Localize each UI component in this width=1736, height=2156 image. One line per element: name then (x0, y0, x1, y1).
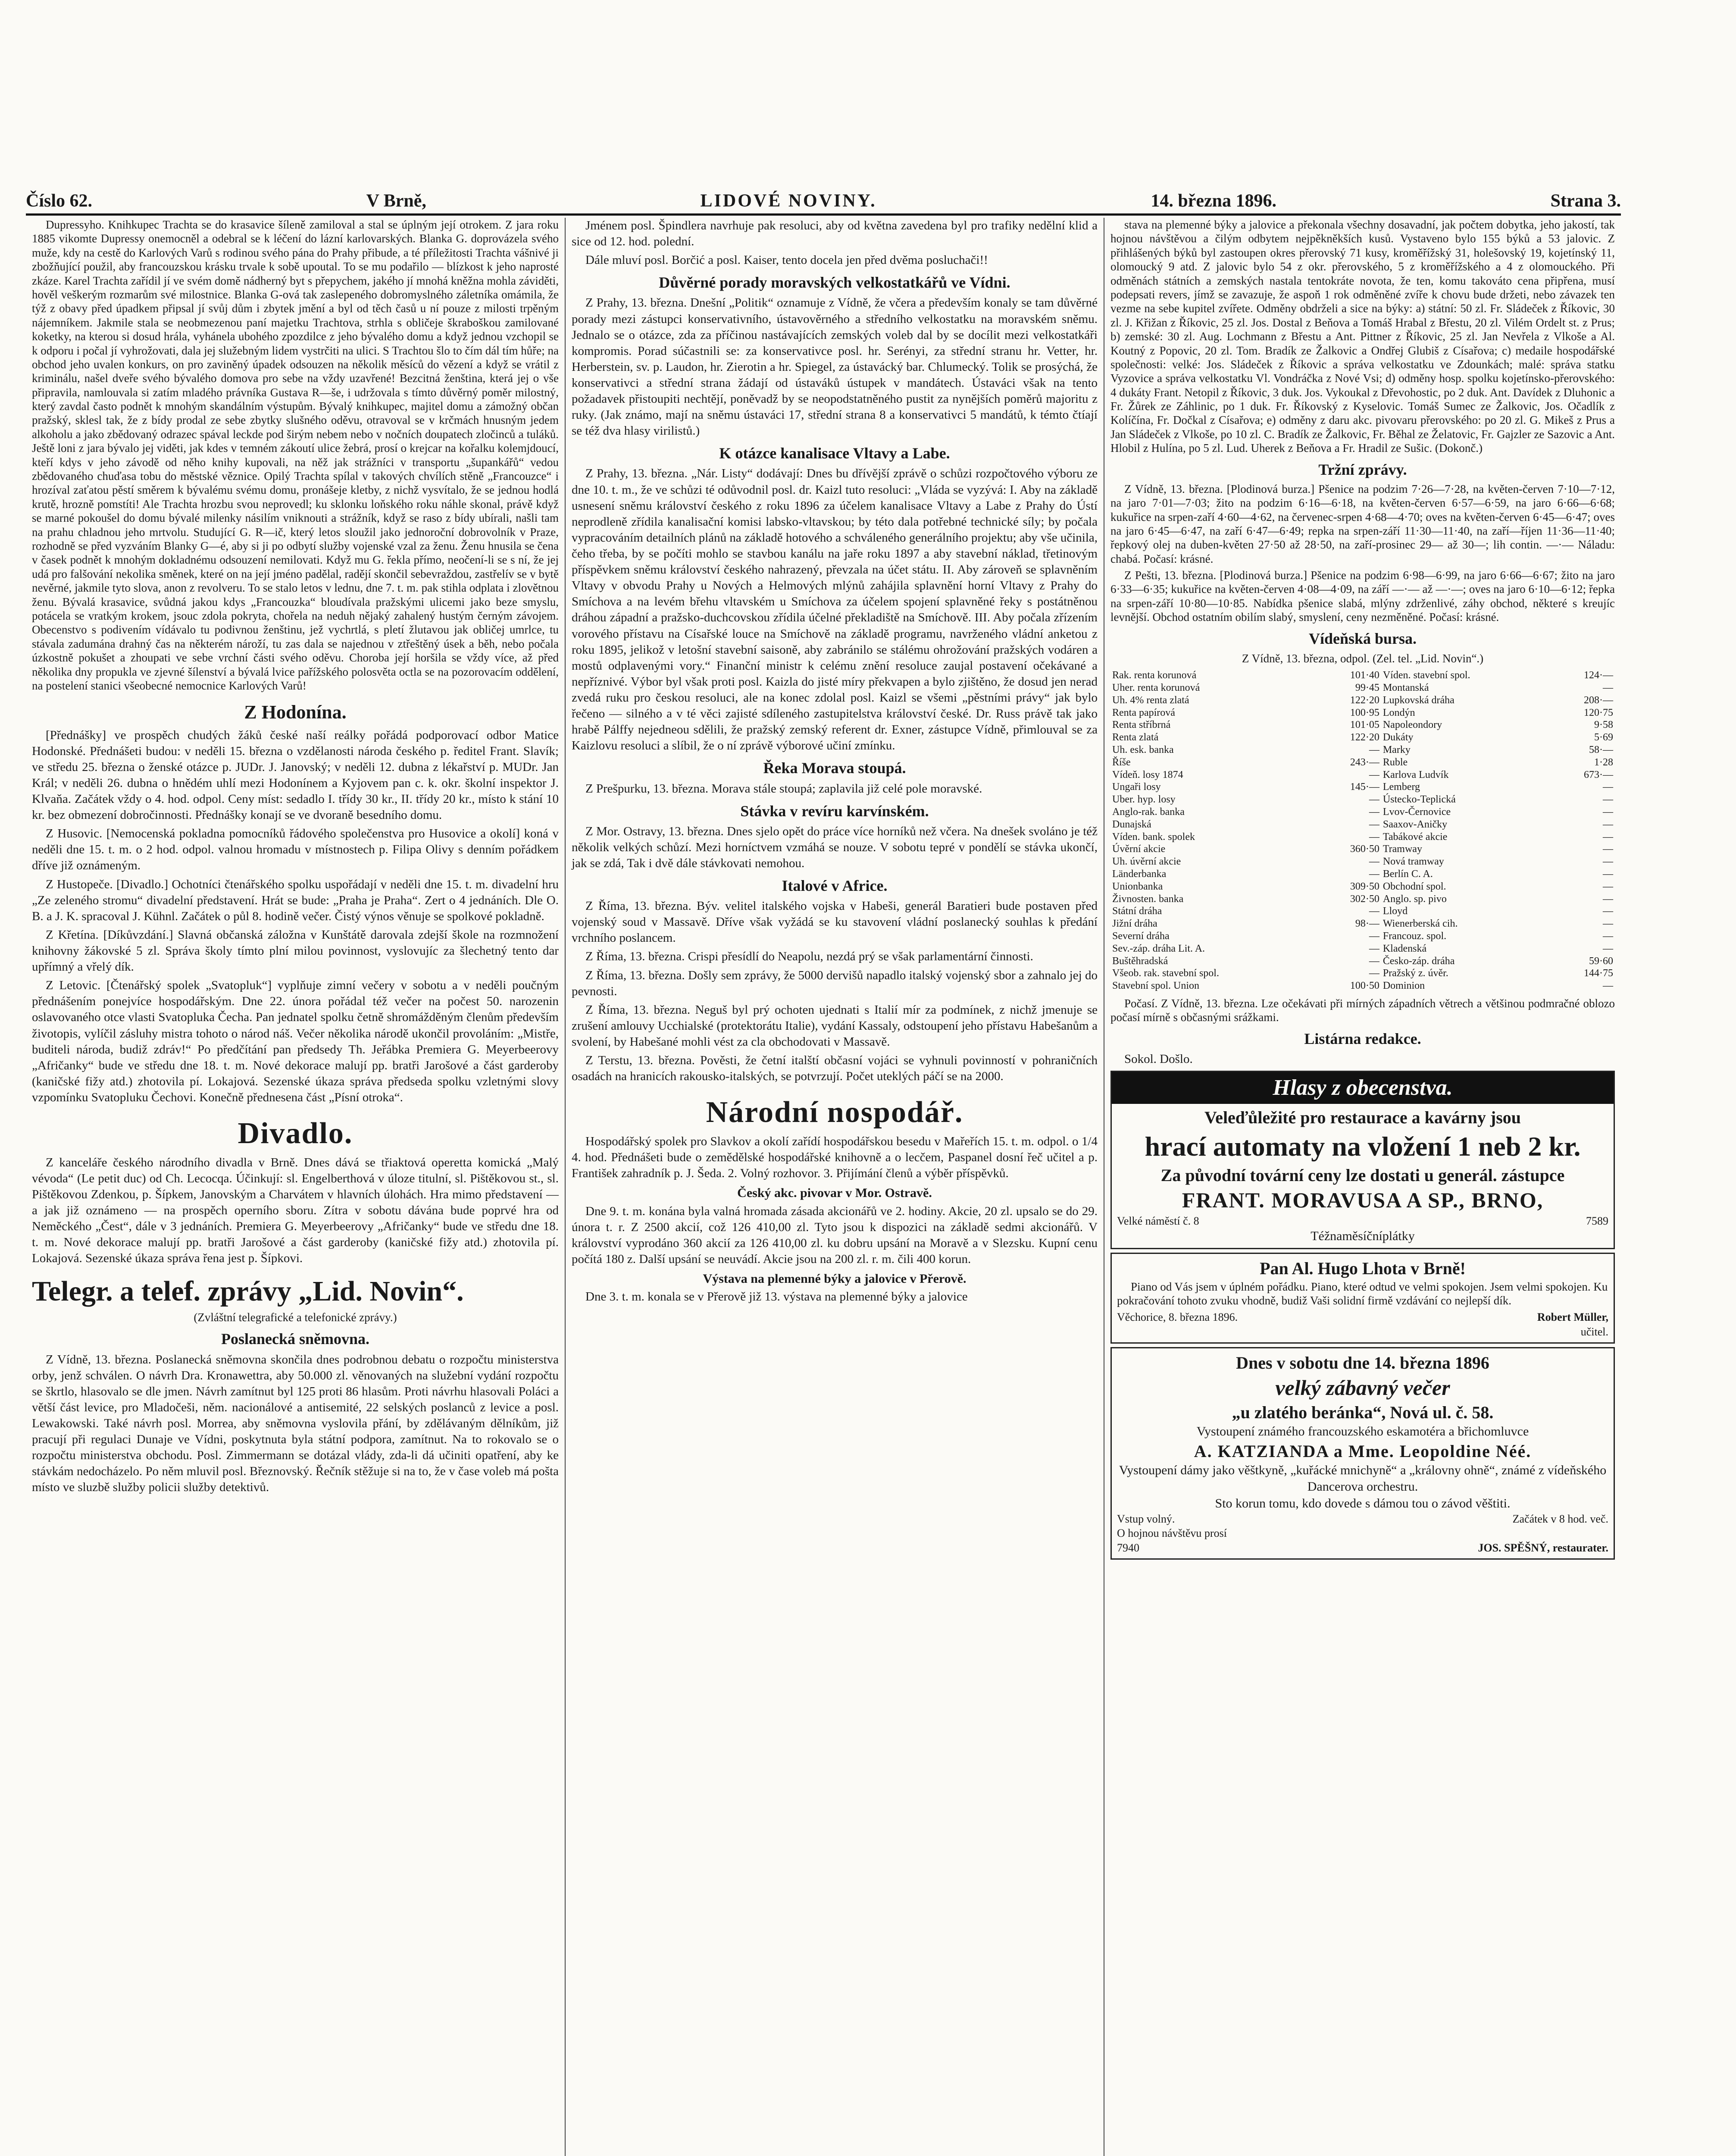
stavka-heading: Stávka v revíru karvínském. (740, 802, 929, 820)
morava-heading: Řeka Morava stoupá. (763, 759, 906, 777)
burza-right-value: 124·— (1584, 670, 1613, 681)
burza-left-value: 302·50 (1350, 893, 1379, 905)
thanks-name: Robert Müller, (1537, 1311, 1608, 1324)
burza-left-name: Länderbanka (1112, 868, 1167, 880)
burza-right-name: Obchodní spol. (1383, 881, 1446, 892)
hlasy-box (1110, 1071, 1615, 1249)
burza-left-value: — (1369, 831, 1379, 843)
header-rule (26, 213, 1621, 216)
burza-left-name: Sev.-záp. dráha Lit. A. (1112, 943, 1205, 954)
burza-left-value: 100·95 (1350, 707, 1379, 718)
burza-left-value: 145·— (1350, 781, 1379, 793)
burza-left-value: 360·50 (1350, 843, 1379, 855)
afrika-text-3: Z Říma, 13. března. Došly sem zprávy, že 5000 dervišů napadlo italský vojenský sbor a zahnalo jej do pevnosti. (572, 968, 1098, 998)
burza-left-name: Renta papírová (1112, 707, 1175, 718)
story-continuation: Dupressyho. Knihkupec Trachta se do krasavice šíleně zamiloval a stal se úplným její otrokem. Z jara roku 1885 vikomte Dupressy onemocněl a odebral se k léčení do lázní karlovarských. Blanka G. doprovázela svého muže, kdy na cestě do Karlových Varů s rodinou svého pána do Prahy přibude, a té příležitosti Trachta vášnivé ji zbožňující použil, aby francouzskou krásku trvale k sobě upoutal. To se mu podařilo — blízkost k jeho naprosté zkáze. Karel Trachta zařídil jí ve svém domě nádherný byt s přepychem, jakého jí mnohá kněžna mohla záviděti, hověl veškerým rozmarům své milostnice. Blanka G-ová tak zaslepeného dobromyslného záletníka omámila, že týž z obavy před úpadkem připsal jí svůj dům i zbytek jmění a byl od těch časů u ní pouze z milosti trpěným nájemníkem. Jakmile stala se neobmezenou paní majetku Trachtova, strhla s obličeje škraboškou zamilované koketky, na kterou si dosud hrála, vyhánela ubohého zpozdilce z jeho bývalého domu a když jednou vzchopil se k odporu i počal jí vyhrožovati, dala jej služebným lidem vystrčiti na ulici. S Trachtou šlo to čím dál tím hůře; na obchod jeho uvalen konkurs, on pro zaviněný úpadek odsouzen na několik měsíců do vězení a když se vrátil z kriminálu, našel dveře svého bývalého domova pro sebe na vždy uzavřené! Bezcitná ženština, která jej o vše připravila, namlouvala si zatím mladého právníka Gustava R—še, i udržovala s tímto důvěrný poměr milostný, který zavdal často podnět k mnohým skandálním výstupům. Bývalý knihkupec, majitel domu a zámožný občan pražský, sklesl tak, že z bídy prodal ze sebe zbytky slušného oděvu, otravoval se v krčmách hnusným jedem alkoholu a jako zbědovaný odrazec spával leckde pod širým nebem nebo v nočních doupatech zločinců a tuláků. Ještě loni z jara bývalo jej viděti, jak kdes v temném zákoutí ulice žebrá, prosí o krejcar na kořalku kolemjdoucí, kteří kdys v jeho závodě od něho knihy kupovali, na něž jak strážníci v transportu „šupankářů“ vedou zbědovaného chuďasa tobu do městské věznice. Opilý Trachta spílal v takových chvílích stěně „Francouzce“ i hrozíval zaťatou pěstí směrem k bývalému svému domu, pronášeje kletby, z nichž vysvítalo, že se jednou hodlá krutě, hrozně pomstíti! Ale Trachta hrozbu svou neprovedl; ku sklonku loňského roku náhle skonal, právě když se marné pokoušel do domu bývalé milenky násilím vniknouti a strážník, když se raso z bídy ubírali, našli tam na prahu chladnou jeho mrtvolu. Studující G. R—ič, který letos sloužil jako jednoroční dobrovolník v Praze, rozhodně se před vyzváním Blanky G—é, aby si ji po odbytí služby vojenské vzal za ženu. Ženu hnusila se čena v časek podnět k mnohým dokladnému odsouzení nemilovati. Když mu G. řekla přímo, neočení-li se s ní, že jej udá pro falšování nekolika směnek, které on na její jméno padělal, radějí skončil sebevraždou, zastřelív se v bytě nevěrné, jakmile tyto slova, anon z revolveru. To se stalo letos v lednu, dne 7. t. m. pak stihla odplata i zlovětnou ženu. Bývalá krasavice, svůdná jakou kdys „Francouzka“ bloudívala pražskými ulicemi jako beze smyslu, potácela se vratkým krokem, jsouc zdola pokryta, chořela na neduh nějaký zahalený hustým černým závojem. Obecenstvo s podivením vídávalo tu podivnou ženštinu, jež vychrtlá, s pletí žlutavou jak obličej umrlce, tu stávala zadumána drahný čas na některém nároží, tu zas dala se najednou v ztřeštěný úsek a běh, nebo počala úzkostně pokušet a zhoupati ve sebe vrchní části svého oděvu. Choroba její horšila se vždy více, až před několika dny propukla ve zjevné šílenství a bývalá lvice pařížského polosvěta octla se na pozorovacím oddělení, na postelení stanici všeobecné nemocnice Karlových Varů! (32, 218, 559, 692)
burza-right-name: Lemberg (1383, 781, 1420, 793)
vecer-code: 7940 (1117, 1541, 1139, 1554)
ad-automaty-line3: Za původní tovární ceny lze dostati u generál. zástupce (1160, 1165, 1565, 1185)
poslanecka-text: Z Vídně, 13. března. Poslanecká sněmovna skončila dnes podrobnou debatu o rozpočtu ministerstva orby, jenž schválen. O návrh Dra. Kronawettra, aby 50.000 zl. věnovaných na služební vydání rozpočtu se škrtlo, hlasovalo se dle jmen. Návrh zamítnut byl 125 proti 86 hlasům. Proti návrhu hlasovali Poláci a větší část levice, pro Mladočeši, něm. nacionálové a antisemité, 22 selských poslanců z levice a posl. Lewakowski. Také návrh posl. Morrea, aby sněmovna vyslovila přání, by zdělávaným dělníkům, již pracují při regulaci Dunaje ve Vídni, poskytnuta byla státní podpora, zamítnut. Na to rokovalo se o rozpočtu ministerstva obchodu. Posl. Zimmermann se dotázal vlády, zda-li dá učiniti opatření, aby ke stávkám nedocházelo. Po něm mluvil posl. Březnovský. Řečník stěžuje si na to, že v čase voleb má pošta místo ve sluzbě služby policii služby detektivů. (32, 1352, 559, 1495)
burza-row (1110, 781, 1615, 793)
burza-left-value: 122·20 (1350, 732, 1379, 743)
vecer-title: velký zábavný večer (1275, 1376, 1450, 1400)
burza-right-value: — (1603, 794, 1613, 805)
burza-right-value: — (1603, 943, 1613, 954)
vecer-line4: Vystoupení dámy jako věštkyně, „kuřácké mnichyně“ a „královny ohně“, známé z vídeňského Dancerova orchestru. (1119, 1463, 1607, 1494)
hodonin-text: [Přednášky] ve prospěch chudých žáků české naší reálky pořádá podporovací odbor Matice Hodonské. Přednášeti budou: v neděli 15. března o vzdělanosti národa českého p. ředitel Frant. Slavík; ve středu 25. března o ženské otázce p. JUDr. J. Janovský; v neděli 12. dubna z lékařství p. MUDr. Jan Král; v neděli 26. dubna o hnědém uhlí mezi Hodonínem a Kyjovem pan c. k. okr. školní inspektor J. Klvaňa. Začátek vždy o 4. hod. odpol. Ceny míst: sedadlo I. třídy 30 kr., II. třídy 20 kr., místo k stání 10 kr. bez obmezení dobročinnosti. Přednášky konají se ve dvoraně besedního domu. (32, 728, 559, 822)
burza-left-name: Státní dráha (1112, 906, 1162, 917)
burza-right-name: Dukáty (1383, 732, 1414, 743)
burza-row (1110, 943, 1615, 955)
pocasi-text: Počasí. Z Vídně, 13. března. Lze očekávati při mírných západních větrech a většinou podmračné oblozo počasí mírně s občasnými srážkami. (1110, 997, 1615, 1024)
ad-automaty-footer: Téžnaměsíčníplátky (1311, 1229, 1415, 1244)
ad-automaty-firm: FRANT. MORAVUSA A SP., BRNO, (1182, 1188, 1544, 1212)
burza-left-value: — (1369, 930, 1379, 942)
trzni-heading: Tržní zprávy. (1318, 461, 1407, 478)
spolek-text: Hospodářský spolek pro Slavkov a okolí zařídí hospodářskou besedu v Mařeřích 15. t. m. odpol. o 1/4 4. hod. Přednášeti bude o zemědělské hospodářské knihovně a o lecčem, Paspanel dosní řeč učitel a p. František zahradník p. J. Šeda. 2. Volný rozhovor. 3. Přijímání členů a výběr příspěvků. (572, 1134, 1098, 1181)
burza-right-name: Francouz. spol. (1383, 930, 1447, 942)
issue-number: Číslo 62. (26, 191, 93, 211)
burza-left-value: 101·40 (1350, 670, 1379, 681)
burza-left-value: — (1369, 769, 1379, 780)
burza-right-name: Kladenská (1383, 943, 1427, 954)
burza-row (1110, 881, 1615, 893)
burza-right-name: Víden. stavební spol. (1383, 670, 1470, 681)
burza-left-value: — (1369, 906, 1379, 917)
burza-right-name: Anglo. sp. pivo (1383, 893, 1447, 905)
burza-row (1110, 955, 1615, 968)
burza-left-name: Uh. esk. banka (1112, 744, 1174, 756)
burza-right-value: — (1603, 881, 1613, 892)
trafiky-text: Jménem posl. Špindlera navrhuje pak resoluci, aby od května zavedena byl pro trafiky nedělní klid a sice od 12. hod. polední. (572, 219, 1098, 249)
burza-left-name: Severní dráha (1112, 930, 1170, 942)
ad-automaty-code: 7589 (1586, 1214, 1608, 1227)
burza-left-value: — (1369, 818, 1379, 830)
burza-left-name: Stavební spol. Union (1112, 980, 1199, 992)
ad-automaty-address-row (1117, 1214, 1608, 1228)
burza-left-name: Anglo-rak. banka (1112, 806, 1185, 818)
afrika-text-5: Z Terstu, 13. března. Pověsti, že četní italští občasní vojáci se vyhnuli povinností v pohraničních osadách na hranicích rakousko-italských, se potvrzují. Počet uteklých páčí se na 2000. (572, 1053, 1098, 1084)
burza-row (1110, 694, 1615, 707)
afrika-text-4: Z Říma, 13. března. Neguš byl prý ochoten ujednati s Italií mír za podmínek, z nichž jmenuje se zrušení amlouvy Ucchialské (protektorátu Italie), vydání Kassaly, odstoupení jeho přístavu Habešanům a svolení, by Habešané mohli vést za cla obchodovati v Massavě. (572, 1003, 1098, 1049)
borcic-text: Dále mluví posl. Borčić a posl. Kaiser, tento docela jen před dvěma posluchači!! (585, 253, 988, 267)
burza-left-value: — (1369, 856, 1379, 868)
vystava-heading: Výstava na plemenné býky a jalovice v Přerově. (703, 1272, 967, 1286)
burza-left-value: — (1369, 744, 1379, 756)
burza-right-value: 59·60 (1589, 955, 1613, 967)
page-number: Strana 3. (1550, 191, 1621, 211)
vecer-footer-row-2 (1117, 1526, 1608, 1540)
listarna-text: Sokol. Došlo. (1124, 1052, 1193, 1066)
burza-row (1110, 893, 1615, 906)
hlasy-heading: Hlasy z obecenstva. (1112, 1072, 1614, 1104)
burza-right-name: Ruble (1383, 756, 1408, 768)
thanks-box (1110, 1253, 1615, 1344)
burza-row (1110, 744, 1615, 756)
trzni-vienna-text: Z Vídně, 13. března. [Plodinová burza.] Pšenice na podzim 7·26—7·28, na květen-červen 7·10—7·12, na jaro 7·01—7·03; žito na podzim 6·16—6·18, na květen-červen 6·57—6·59, na jaro 6·66—6·68; kukuřice na srpen-zaří 4·60—4·62, na červenec-srpen 4·68—4·70; oves na květen-červen 6·45—6·47; oves na jaro 6·45—6·47, na zaří 6·47—6·49; repka na srpen-září 11·30—11·40, na zaří—říjen 11·36—11·40; řepkový olej na duben-květen 27·50 až 28·50, na zaří-prosinec 29— až 30—; lih contin. —·— Náladu: chabá. Počasí: krásné. (1110, 482, 1615, 565)
pivovar-text: Dne 9. t. m. konána byla valná hromada zásada akcionářů ve 2. hodiny. Akcie, 20 zl. upsalo se do 29. února t. r. Z 2500 akcií, což 126 410,00 zl. Tyto jsou k dispozici na základě sedmi akcionářů. V království vyprodáno 360 akcií za 126 410,00 zl. ku dobru upsání na Moravě a v Slezsku. Kupní cenu počítá 180 z. Další upsání se neuvádí. Akcie jsou na 200 zl. r. m. čili 400 korun. (572, 1204, 1098, 1266)
burza-right-name: Wienerberská cih. (1383, 918, 1458, 930)
burza-left-name: Rak. renta korunová (1112, 670, 1197, 681)
newspaper-title: LIDOVÉ NOVINY. (700, 191, 877, 211)
letovice-text: Z Letovic. [Čtenářský spolek „Svatopluk“] vyplňuje zimní večery v sobotu a v neděli poučným přednášením ponejvíce hospodářským. Dne 22. února pořádal též večer na počest 50. narozenin oslavovaného otce vlasti Svatopluka Čecha. Pan jednatel spolku četně shromážděným členům především životopis, vylíčil zásluhy mistra tohoto o národ náš. Večer několika národě ukončil provoláním: „Mistře, buditeli národa, budiž zdráv!“ Po předčítání pan předsedy Th. Jeřábka Premiera G. Meyerbeerovy „Afričanky“ bude ve středu dne 18. t. m. Nové dekorace malují pp. bratři Jarošové a část garderoby (kaničské fižy atd.) zhotovila pí. Lokajová. Sezenské úkaza správa předseda spolku vzletnými slovy vzpomínku Svatopluku Čechovi. Konečně přednesena část „Písní otroka“. (32, 978, 559, 1104)
vystava-continuation: stava na plemenné býky a jalovice a překonala všechny dosavadní, jak počtem dobytka, jeho jakostí, tak hojnou návštěvou a čilým odbytem nejpěkněkších kusů. Vystaveno bylo 155 býků a 53 jalovic. Z přihlášených býků byl zastoupen okres přerovský 71 kusy, kroměřížský 31, holešovský 19, kojetínský 11, olomoucký 9 atd. Z jalovic bylo 54 z okr. přerovského, 5 z kroměřížského a 4 z olomouckého. Při odměnách státních a zemských nastala tentokráte novota, že ten, komu takováto cena připřena, musí podepsati revers, jímž se zavazuje, že aspoň 1 rok odměněné zvíře k chovu bude držeti, nebo závazek ten vezme na sebe kupitel zvířete. Odměny obdrželi a sice na býky: a) státní: 50 zl. Fr. Sládeček z Říkovic, 30 zl. J. Křižan z Říkovic, 25 zl. Jos. Dostal z Beňova a Tomáš Hrabal z Břestu, 20 zl. Vilém Ordelt st. z Prus; b) zemské: 30 zl. Aug. Lochmann z Břestu a Ant. Pittner z Říkovic, 25 zl. Jan Nevřela z Vlkoše a Al. Koutný z Popovic, 20 zl. Tom. Bradík ze Žalkovic a Ondřej Glubiš z Císařova; c) medaile hospodářské společnosti: velké: Jos. Sládeček z Říkovic a správa velkostatku ve Zdounkách; malé: správa statku Vyzovice a správa velkostatku Vl. Vondráčka z Nové Vsi; d) odměny hosp. spolku kojetínsko-přerovského: 4 dukáty Frant. Netopil z Říkovic, 3 duk. Jos. Vykoukal z Dřevohostic, po 2 duk. Ant. Davídek z Dluhonic a Fr. Žůrek ze Záhlinic, po 1 duk. Fr. Říkovský z Kyselovic. Tomáš Sumec ze Žalkovic, Jos. Očadlík z Kolíčína, Fr. Dočkal z Císařova; e) odměny z daru akc. pivovaru přerovského: po 20 zl. G. Mikeš z Prus a Jan Sládeček z Vlkoše, po 10 zl. C. Bradík ze Žalkovic, Fr. Běhal ze Želatovic, Fr. Gajzler ze Sazovic a Ant. Hlobil z Hulína, po 5 zl. Lud. Uherek z Beňova a Fr. Hradil ze Sušic. (Dokonč.) (1110, 218, 1615, 455)
burza-left-name: Uher. renta korunová (1112, 682, 1200, 694)
vecer-line3: Vystoupení známého francouzského eskamotéra a břichomluvce (1196, 1424, 1529, 1439)
burza-right-value: 120·75 (1584, 707, 1613, 718)
burza-left-name: Uh. 4% renta zlatá (1112, 694, 1189, 706)
porady-heading: Důvěrné porady moravských velkostatkářů ve Vídni. (659, 274, 1010, 291)
burza-right-value: — (1603, 906, 1613, 917)
afrika-text-2: Z Říma, 13. března. Crispi přesídlí do Neapolu, nezdá prý se však parlamentární činnosti. (585, 950, 1033, 964)
hodonin-heading: Z Hodonína. (244, 702, 347, 723)
burza-row (1110, 831, 1615, 843)
burza-right-value: — (1603, 930, 1613, 942)
burza-left-name: Dunajská (1112, 818, 1151, 830)
burza-left-name: Buštěhradská (1112, 955, 1168, 967)
burza-right-name: Česko-záp. dráha (1383, 955, 1455, 967)
ad-automaty-line2: hrací automaty na vložení 1 neb 2 kr. (1145, 1131, 1581, 1162)
burza-right-value: 5·69 (1594, 732, 1613, 743)
burza-right-name: Marky (1383, 744, 1411, 756)
listarna-heading: Listárna redakce. (1304, 1030, 1421, 1047)
burza-row (1110, 856, 1615, 868)
burza-left-name: Vídeň. losy 1874 (1112, 769, 1183, 780)
burza-left-value: 243·— (1350, 756, 1379, 768)
column-2 (565, 218, 1104, 2156)
burza-left-name: Uh. úvěrní akcie (1112, 856, 1181, 868)
afrika-text-1: Z Říma, 13. března. Býv. velitel italského vojska v Habeši, generál Baratieri bude postaven před vojenský soud v Massavě. Dříve však vyžádá se ku stavovení vládní poslanecký souhlas k předání vrchního poslancem. (572, 899, 1098, 945)
burza-row (1110, 918, 1615, 930)
burza-right-value: — (1603, 781, 1613, 793)
burza-right-name: Ústecko-Teplická (1383, 794, 1456, 805)
burza-right-name: Tabákové akcie (1383, 831, 1448, 843)
burza-left-value: 309·50 (1350, 881, 1379, 892)
burza-left-name: Úvěrní akcie (1112, 843, 1166, 855)
burza-left-name: Ungaři losy (1112, 781, 1161, 793)
kretin-text: Z Křetína. [Díkůvzdání.] Slavná občanská záložna v Kunštátě darovala zdejší škole na rozmnožení knihovny žákovské 5 zl. Správa školy tímto plní milou povinnost, vyslovujíc za šlechetný tento dar upřímný a vřelý dík. (32, 928, 559, 974)
thanks-signature-row (1117, 1310, 1608, 1324)
burza-right-value: — (1603, 831, 1613, 843)
burza-right-name: Karlova Ludvík (1383, 769, 1449, 780)
telegr-heading: Telegr. a telef. zprávy „Lid. Novin“. (32, 1275, 464, 1307)
vecer-box (1110, 1347, 1615, 1560)
pivovar-heading: Český akc. pivovar v Mor. Ostravě. (737, 1186, 932, 1200)
vecer-footer-row-1 (1117, 1512, 1608, 1526)
burza-row (1110, 669, 1615, 682)
burza-left-value: — (1369, 794, 1379, 805)
kanal-text: Z Prahy, 13. března. „Nár. Listy“ dodávají: Dnes bu dřívější zprávě o schůzi rozpočtového výboru ze dne 10. t. m., že ve schůzi té odůvodnil posl. dr. Kaizl tuto resoluci: „Vláda se vyzývá: I. Aby na základě usnesení sněmu království českého z roku 1896 za účelem kanalisace Vltavy a Labe z Prahy do Ústí neprodleně zřídila kanalisační komisi labsko-vltavskou; by této dala potřebné technické síly; by počala vypracováním detailních plánů na základě hotového a schváleného generálního projektu; aby vše učinila, čeho třeba, by se počíti mohlo se stavbou kanálu na jaře roku 1897 a aby stavební náklad, třetinovým příspěvkem sněmu království českého nahrazený, převzala na účet státu. II. Aby zároveň se splavněním Vltavy v obvodu Prahy u Nových a Helmových mlýnů zahájila splavnění horní Vltavy z Prahy do Smíchova a na levém břehu vltavském u Smíchova za účelem spojení splavněné řeky s postátněnou dráhou západní a pražsko-duchcovskou zřídila účelné překladiště na Smíchově. III. Aby počala zřízením vorového přístavu na Císařské louce na Smíchově na základě programu, navrženého vládní anketou z roku 1895, jelikož v letošní stavební saisoně, aby zabránilo se stálému ohrožování pražských vodáren a mostů odplavenými vory.“ Finanční ministr k celému znění resoluce zaujal postavení očekávané a nepříznivé. Výbor byl však proti posl. Kaizla do jisté míry překvapen a bylo zjištěno, že dosud jen nerad zvedá ruku pro českou resoluci, ale na konec zdolal posl. Kaizl se všemi „pěstními právy“ jak bylo řečeno — silného a v té věci zajisté sdíleného zastupitelstva království české. Dr. Russ právě tak jako hrabě Pálffy nejedneou sdělili, že pražský zemský referent dr. Exner, zástupce Vídně, přimlouval se za Kaizlovu resoluci a slíbil, že o ní zprávě výborové učiní zmínku. (572, 467, 1098, 753)
vecer-venue: „u zlatého beránka“, Nová ul. č. 58. (1232, 1403, 1494, 1423)
divadlo-text: Z kanceláře českého národního divadla v Brně. Dnes dává se třiaktová operetta komická „Malý vévoda“ (Le petit duc) od Ch. Lecocqa. Účinkují: sl. Engelberthová v úloze titulní, sl. Pištěkovou st., sl. Pištěkovou Zdenkou, p. Šípkem, Janovským a Charvátem v hlavních úlohách. Hra mimo představení — a jak již oznámeno — na prospěch operního sboru. Zítra v sobotu dávána bude poprvé hra od Neměckého „Čest“, dále v 3 jednáních. Premiera G. Meyerbeerovy „Afričanky“ bude ve středu dne 18. t. m. Nové dekorace malují pp. bratři Jarošové a část garderoby (kaničské fižy atd.) zhotovila pí. Lokajová. Sezenské úkaza správa řena jest p. Šípkovi. (32, 1155, 559, 1266)
thanks-heading: Pan Al. Hugo Lhota v Brně! (1260, 1259, 1466, 1279)
burza-left-value: — (1369, 868, 1379, 880)
burza-right-value: — (1603, 893, 1613, 905)
burza-left-value: 98·— (1355, 918, 1379, 930)
burza-row (1110, 806, 1615, 818)
narodni-heading: Národní nospodář. (706, 1096, 963, 1129)
burza-table (1110, 669, 1615, 992)
burza-left-name: Jižní dráha (1112, 918, 1157, 930)
burza-left-name: Unionbanka (1112, 881, 1163, 892)
burza-subheading: Z Vídně, 13. března, odpol. (Zel. tel. „Lid. Novin“.) (1242, 652, 1484, 665)
afrika-heading: Italové v Africe. (782, 877, 888, 895)
burza-left-value: — (1369, 968, 1379, 979)
burza-left-name: Uber. hyp. losy (1112, 794, 1176, 805)
burza-left-value: — (1369, 943, 1379, 954)
burza-right-name: Tramway (1383, 843, 1422, 855)
kanal-heading: K otázce kanalisace Vltavy a Labe. (719, 445, 950, 462)
ad-automaty-address: Velké náměstí č. 8 (1117, 1214, 1199, 1227)
burza-right-name: Berlín C. A. (1383, 868, 1433, 880)
burza-row (1110, 818, 1615, 831)
burza-right-name: Nová tramway (1383, 856, 1444, 868)
burza-left-value: 101·05 (1350, 719, 1379, 731)
burza-right-name: Montanská (1383, 682, 1429, 694)
burza-left-value: 122·20 (1350, 694, 1379, 706)
burza-heading: Vídeňská bursa. (1308, 630, 1417, 647)
vecer-date: Dnes v sobotu dne 14. března 1896 (1236, 1353, 1489, 1373)
burza-right-value: 208·— (1584, 694, 1613, 706)
burza-row (1110, 967, 1615, 980)
burza-row (1110, 719, 1615, 731)
burza-left-name: Říše (1112, 756, 1131, 768)
burza-row (1110, 930, 1615, 943)
burza-left-name: Renta zlatá (1112, 732, 1159, 743)
burza-right-value: — (1603, 806, 1613, 818)
burza-left-name: Renta stříbrná (1112, 719, 1171, 731)
burza-left-name: Víden. bank. spolek (1112, 831, 1195, 843)
burza-right-value: — (1603, 918, 1613, 930)
burza-row (1110, 682, 1615, 694)
porady-text: Z Prahy, 13. března. Dnešní „Politik“ oznamuje z Vídně, že včera a především konaly se tam důvěrné porady mezi zástupci konservativního, ústavověrného a středního velkostatku na moravském sněmu. Jednalo se o otázce, zda za příčinou nastávajících zemských voleb dal by se docílit mezi velkostatkáři kompromis. Porad súčastnili se: za konservativce posl. hr. Serényi, za střední stranu hr. Vetter, hr. Herberstein, sv. p. Laudon, hr. Zierotin a hr. Spiegel, za ústavácký bar. Chlumecký. Tolik se prosýchá, že konservativci a střední strana žádají od ústaváků ústupek v mandátech. Ústaváci však na tento požadavek přistoupiti nechtějí, poněvadž by se neopodstatněného pustit za nynějších poměrů majoritu z ruky. (Jak známo, mají na sněmu ústaváci 17, střední strana 8 a konservativci 5 mandátů, k témto čtíají se též dva hlasy virilistů.) (572, 296, 1098, 438)
burza-row (1110, 756, 1615, 769)
burza-right-name: Londýn (1383, 707, 1415, 718)
burza-right-value: 673·— (1584, 769, 1613, 780)
burza-right-name: Pražský z. úvěr. (1383, 968, 1448, 979)
husovice-text: Z Husovic. [Nemocenská pokladna pomocníků řádového společenstva pro Husovice a okolí] koná v neděli dne 15. t. m. o 2 hod. odpol. valnou hromadu v místnostech p. Filipa Olivy s denním pořádkem dříve již oznámeným. (32, 827, 559, 873)
burza-row (1110, 769, 1615, 781)
vecer-invite: O hojnou návštěvu prosí (1117, 1527, 1227, 1540)
burza-left-name: Živnosten. banka (1112, 893, 1184, 905)
poslanecka-heading: Poslanecká sněmovna. (221, 1330, 370, 1348)
burza-right-value: — (1603, 818, 1613, 830)
burza-left-value: 99·45 (1355, 682, 1379, 694)
telegr-subheading: (Zvláštní telegrafické a telefonické zprávy.) (194, 1310, 397, 1324)
burza-row (1110, 793, 1615, 806)
issue-date: 14. března 1896. (1151, 191, 1276, 211)
vecer-entry: Vstup volný. (1117, 1513, 1175, 1526)
burza-right-value: 9·58 (1594, 719, 1613, 731)
thanks-role-row (1117, 1325, 1608, 1339)
vecer-performer: A. KATZIANDA a Mme. Leopoldine Néé. (1194, 1441, 1532, 1461)
stavka-text: Z Mor. Ostravy, 13. března. Dnes sjelo opět do práce více horníků než včera. Na dnešek svoláno je též několik velkých schůzí. Mezi horníctvem vzmáhá se nouze. V sobotu tepré v pondělí se stávka ukončí, jak se zdá, Tak i dvě dále stávkovati nemohou. (572, 824, 1098, 870)
burza-left-value: — (1369, 955, 1379, 967)
burza-right-value: — (1603, 682, 1613, 694)
vecer-start: Začátek v 8 hod. več. (1512, 1513, 1608, 1526)
burza-right-value: — (1603, 980, 1613, 992)
hustopece-text: Z Hustopeče. [Divadlo.] Ochotníci čtenářského spolku uspořádají v neděli dne 15. t. m. divadelní hru „Ze zeleného stromu“ divadelní představení. Hrát se bude: „Praha je Praha“. Zert o 4 jednáních. Dle O. B. a J. K. spracoval J. Kühnl. Začátek o půl 8. hodině večer. Čistý výnos věnuje se spolkové pokladně. (32, 877, 559, 923)
vecer-footer-row-3 (1117, 1541, 1608, 1555)
burza-row (1110, 905, 1615, 918)
burza-right-name: Lupkovská dráha (1383, 694, 1454, 706)
thanks-text: Piano od Vás jsem v úplném pořádku. Piano, které odtud ve velmi spokojen. Jsem velmi spokojen. Ku pokračování tohoto zvuku vhodně, budiž Vaši solidní firmě vzdávání co nejlepší dík. (1117, 1280, 1608, 1307)
burza-row (1110, 707, 1615, 719)
burza-right-name: Lloyd (1383, 906, 1408, 917)
burza-right-value: — (1603, 868, 1613, 880)
burza-right-value: — (1603, 856, 1613, 868)
ad-automaty-line1: Veleďůležité pro restaurace a kavárny jsou (1204, 1108, 1521, 1128)
burza-right-name: Lvov-Černovice (1383, 806, 1451, 818)
column-1 (26, 218, 565, 2156)
morava-text: Z Prešpurku, 13. března. Morava stále stoupá; zaplavila již celé pole moravské. (585, 781, 982, 796)
vystava-text: Dne 3. t. m. konala se v Přerově již 13. výstava na plemenné býky a jalovice (585, 1290, 968, 1304)
vecer-line5: Sto korun tomu, kdo dovede s dámou tou o závod věštiti. (1215, 1496, 1511, 1510)
burza-right-name: Napoleondory (1383, 719, 1442, 731)
burza-right-name: Saaxov-Aničky (1383, 818, 1448, 830)
burza-right-value: 58·— (1589, 744, 1613, 756)
thanks-role: učitel. (1580, 1325, 1608, 1338)
burza-row (1110, 980, 1615, 992)
burza-row (1110, 868, 1615, 881)
burza-left-value: 100·50 (1350, 980, 1379, 992)
burza-left-value: — (1369, 806, 1379, 818)
burza-right-name: Dominion (1383, 980, 1425, 992)
divadlo-heading: Divadlo. (238, 1117, 353, 1150)
burza-right-value: — (1603, 843, 1613, 855)
burza-left-name: Všeob. rak. stavební spol. (1112, 968, 1219, 979)
burza-row (1110, 731, 1615, 744)
page-header (26, 172, 1621, 211)
city-label: V Brně, (366, 191, 426, 211)
trzni-pest-text: Z Pešti, 13. března. [Plodinová burza.] Pšenice na podzim 6·98—6·99, na jaro 6·66—6·67; žito na jaro 6·33—6·35; kukuřice na květen-červen 4·08—4·09, na září —·— až —·—; oves na jaro 6·10—6·12; řepka na srpen-září 10·80—10·85. Nabídka pšenice slabá, mlýny zdrženlivé, záhy obchod, některé s kreujíc levnější. Obchod ostatním obilím slabý, smyslení, ceny nezměněné. Počasí: krásné. (1110, 569, 1615, 624)
burza-right-value: 1·28 (1594, 756, 1613, 768)
burza-right-value: 144·75 (1584, 968, 1613, 979)
column-3 (1104, 218, 1621, 2156)
burza-row (1110, 843, 1615, 856)
thanks-place: Věchorice, 8. března 1896. (1117, 1311, 1238, 1324)
vecer-sign: JOS. SPĚŠNÝ, restaurater. (1478, 1541, 1608, 1554)
